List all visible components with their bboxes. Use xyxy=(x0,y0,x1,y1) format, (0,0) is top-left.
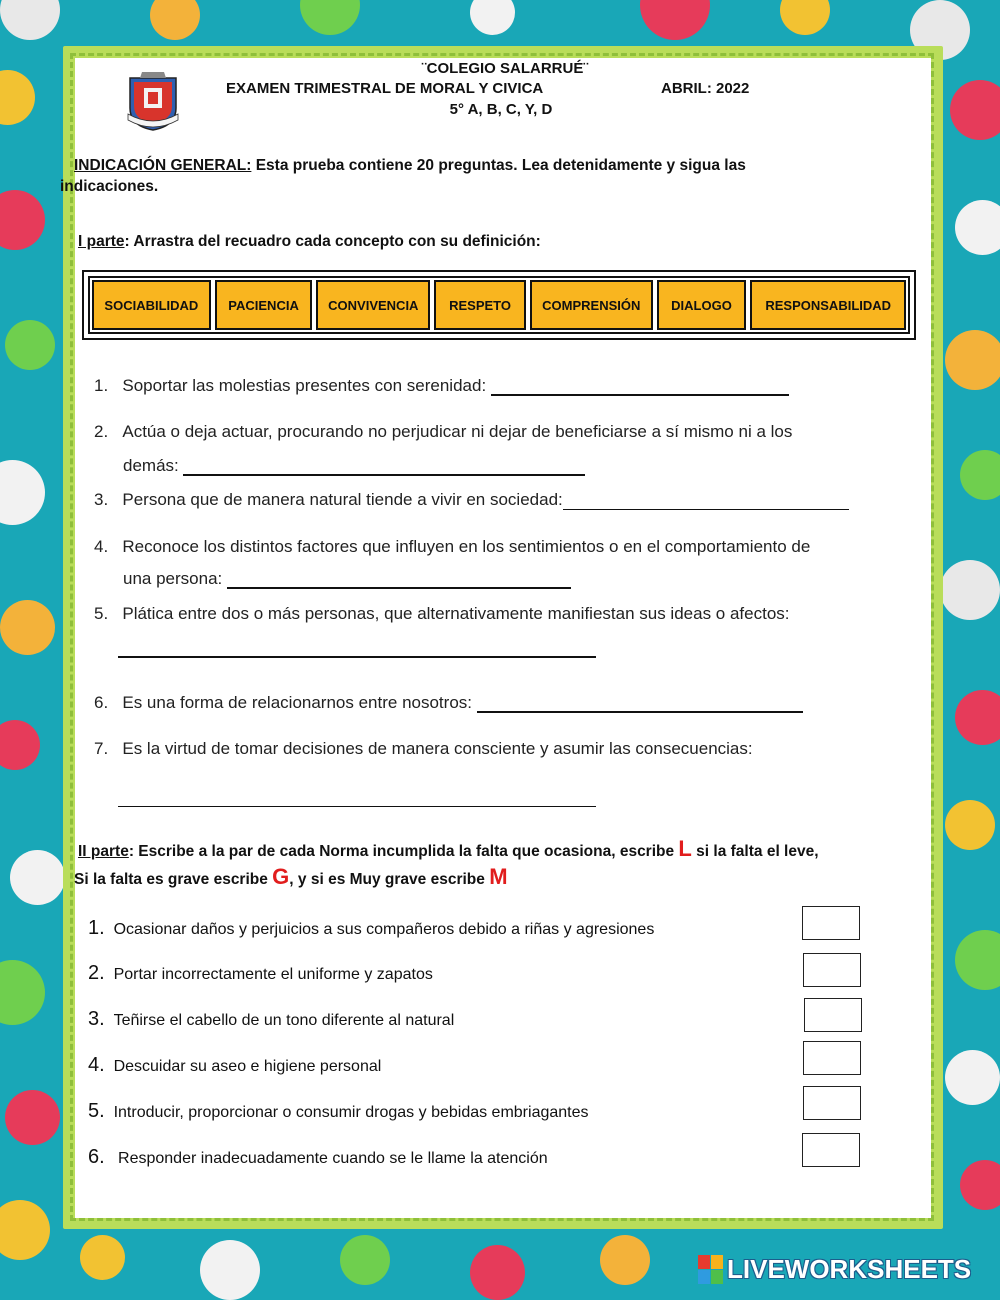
polka-dot xyxy=(0,0,60,40)
question-5 xyxy=(94,604,790,624)
answer-box-5[interactable] xyxy=(803,1086,861,1120)
question-text: Reconoce los distintos factores que influyen en los sentimientos o en el comportamiento de xyxy=(122,537,811,556)
answer-blank-5[interactable] xyxy=(118,638,596,658)
part2-heading-line2 xyxy=(74,864,508,890)
question-6 xyxy=(94,693,803,713)
school-crest-icon xyxy=(122,68,184,132)
polka-dot xyxy=(955,690,1000,745)
norm-item-2 xyxy=(88,962,433,985)
answer-blank-3[interactable] xyxy=(563,491,849,510)
question-7 xyxy=(94,739,753,759)
question-1 xyxy=(94,376,789,396)
general-text: Esta prueba contiene 20 preguntas. Lea detenidamente y sigua las xyxy=(251,157,746,174)
item-number: 1. xyxy=(88,917,105,939)
answer-blank-6[interactable] xyxy=(477,693,803,713)
question-2-line2 xyxy=(123,456,585,476)
general-text-line2: indicaciones. xyxy=(60,178,159,195)
concept-bank xyxy=(82,270,916,340)
item-number: 4. xyxy=(88,1054,105,1076)
liveworksheets-mark-icon xyxy=(698,1255,723,1284)
concept-comprension[interactable]: COMPRENSIÓN xyxy=(530,280,653,330)
norm-item-5 xyxy=(88,1100,589,1123)
letter-m: M xyxy=(489,864,508,889)
polka-dot xyxy=(940,560,1000,620)
polka-dot xyxy=(80,1235,125,1280)
answer-blank-1[interactable] xyxy=(491,376,789,396)
item-number: 6. xyxy=(88,1146,105,1168)
part1-instruction: : Arrastra del recuadro cada concepto con su definición: xyxy=(124,233,541,250)
polka-dot xyxy=(955,200,1000,255)
polka-dot xyxy=(0,1200,50,1260)
question-number: 5. xyxy=(94,604,109,623)
question-text: Es la virtud de tomar decisiones de manera consciente y asumir las consecuencias: xyxy=(122,739,753,758)
question-text: Persona que de manera natural tiende a vivir en sociedad: xyxy=(122,490,563,509)
answer-box-1[interactable] xyxy=(802,906,860,940)
polka-dot xyxy=(600,1235,650,1285)
norm-item-6 xyxy=(88,1146,548,1169)
polka-dot xyxy=(0,190,45,250)
item-number: 3. xyxy=(88,1008,105,1030)
polka-dot xyxy=(470,0,515,35)
question-text: Plática entre dos o más personas, que alternativamente manifiestan sus ideas o afectos: xyxy=(122,604,790,623)
norm-item-4 xyxy=(88,1054,381,1077)
answer-blank-4[interactable] xyxy=(227,569,571,589)
general-instructions xyxy=(74,157,746,175)
part2-heading xyxy=(78,836,819,862)
concept-dialogo[interactable]: DIALOGO xyxy=(657,280,747,330)
letter-g: G xyxy=(272,864,290,889)
question-number: 7. xyxy=(94,739,109,758)
part2-instruction-c: Si la falta es grave escribe xyxy=(74,871,273,888)
question-2 xyxy=(94,422,792,442)
polka-dot xyxy=(300,0,360,35)
question-text: una persona: xyxy=(123,569,227,588)
part2-instruction-d: , y si es Muy grave escribe xyxy=(289,871,490,888)
polka-dot xyxy=(945,330,1000,390)
item-text: Introducir, proporcionar o consumir drogas y bebidas embriagantes xyxy=(113,1104,589,1121)
polka-dot xyxy=(5,1090,60,1145)
part2-label: II parte xyxy=(78,843,129,860)
part2-instruction: : Escribe a la par de cada Norma incumplida la falta que ocasiona, escribe xyxy=(128,843,679,860)
question-4-line2 xyxy=(123,569,571,589)
question-number: 3. xyxy=(94,490,109,509)
polka-dot xyxy=(960,1160,1000,1210)
polka-dot xyxy=(0,460,45,525)
item-number: 5. xyxy=(88,1100,105,1122)
item-number: 2. xyxy=(88,962,105,984)
liveworksheets-logo xyxy=(698,1254,994,1288)
question-text: Es una forma de relacionarnos entre nosotros: xyxy=(122,693,477,712)
norm-item-1 xyxy=(88,917,654,940)
concept-respeto[interactable]: RESPETO xyxy=(434,280,526,330)
concept-sociabilidad[interactable]: SOCIABILIDAD xyxy=(92,280,211,330)
question-number: 1. xyxy=(94,376,109,395)
answer-blank-2[interactable] xyxy=(183,456,585,476)
question-text: demás: xyxy=(123,456,184,475)
answer-box-4[interactable] xyxy=(803,1041,861,1075)
item-text: Portar incorrectamente el uniforme y zapatos xyxy=(113,966,433,983)
polka-dot xyxy=(945,800,995,850)
polka-dot xyxy=(150,0,200,40)
polka-dot xyxy=(0,960,45,1025)
part1-label: I parte xyxy=(78,233,125,250)
exam-title: EXAMEN TRIMESTRAL DE MORAL Y CIVICA xyxy=(226,80,544,97)
polka-dot xyxy=(470,1245,525,1300)
question-text: Soportar las molestias presentes con serenidad: xyxy=(122,376,491,395)
watermark-text: LIVEWORKSHEETS xyxy=(727,1254,972,1284)
polka-dot xyxy=(955,930,1000,990)
polka-dot xyxy=(945,1050,1000,1105)
exam-date: ABRIL: 2022 xyxy=(661,80,750,97)
polka-dot xyxy=(0,600,55,655)
answer-box-3[interactable] xyxy=(804,998,862,1032)
answer-box-6[interactable] xyxy=(802,1133,860,1167)
grade-sections: 5° A, B, C, Y, D xyxy=(449,101,553,118)
item-text: Descuidar su aseo e higiene personal xyxy=(113,1058,382,1075)
item-text: Ocasionar daños y perjuicios a sus compañeros debido a riñas y agresiones xyxy=(113,921,655,938)
item-text: Teñirse el cabello de un tono diferente al natural xyxy=(113,1012,455,1029)
polka-dot xyxy=(960,450,1000,500)
polka-dot xyxy=(640,0,710,40)
question-number: 2. xyxy=(94,422,109,441)
concept-responsabilidad[interactable]: RESPONSABILIDAD xyxy=(750,280,906,330)
concept-convivencia[interactable]: CONVIVENCIA xyxy=(316,280,430,330)
polka-dot xyxy=(200,1240,260,1300)
part1-heading xyxy=(78,233,541,251)
answer-box-2[interactable] xyxy=(803,953,861,987)
polka-dot xyxy=(5,320,55,370)
polka-dot xyxy=(0,720,40,770)
polka-dot xyxy=(780,0,830,35)
item-text: Responder inadecuadamente cuando se le llame la atención xyxy=(113,1150,548,1167)
question-number: 4. xyxy=(94,537,109,556)
general-label: INDICACIÓN GENERAL: xyxy=(74,157,252,174)
question-3 xyxy=(94,490,849,510)
letter-l: L xyxy=(678,836,692,861)
school-name: ¨COLEGIO SALARRUÉ¨ xyxy=(421,60,589,77)
polka-dot xyxy=(340,1235,390,1285)
polka-dot xyxy=(950,80,1000,140)
answer-blank-7[interactable] xyxy=(118,788,596,807)
polka-dot xyxy=(0,70,35,125)
question-4 xyxy=(94,537,810,557)
question-number: 6. xyxy=(94,693,109,712)
part2-instruction-cont: si la falta el leve, xyxy=(691,843,819,860)
polka-dot xyxy=(10,850,65,905)
question-text: Actúa o deja actuar, procurando no perjudicar ni dejar de beneficiarse a sí mismo ni a los xyxy=(122,422,793,441)
concept-paciencia[interactable]: PACIENCIA xyxy=(215,280,313,330)
norm-item-3 xyxy=(88,1008,454,1031)
